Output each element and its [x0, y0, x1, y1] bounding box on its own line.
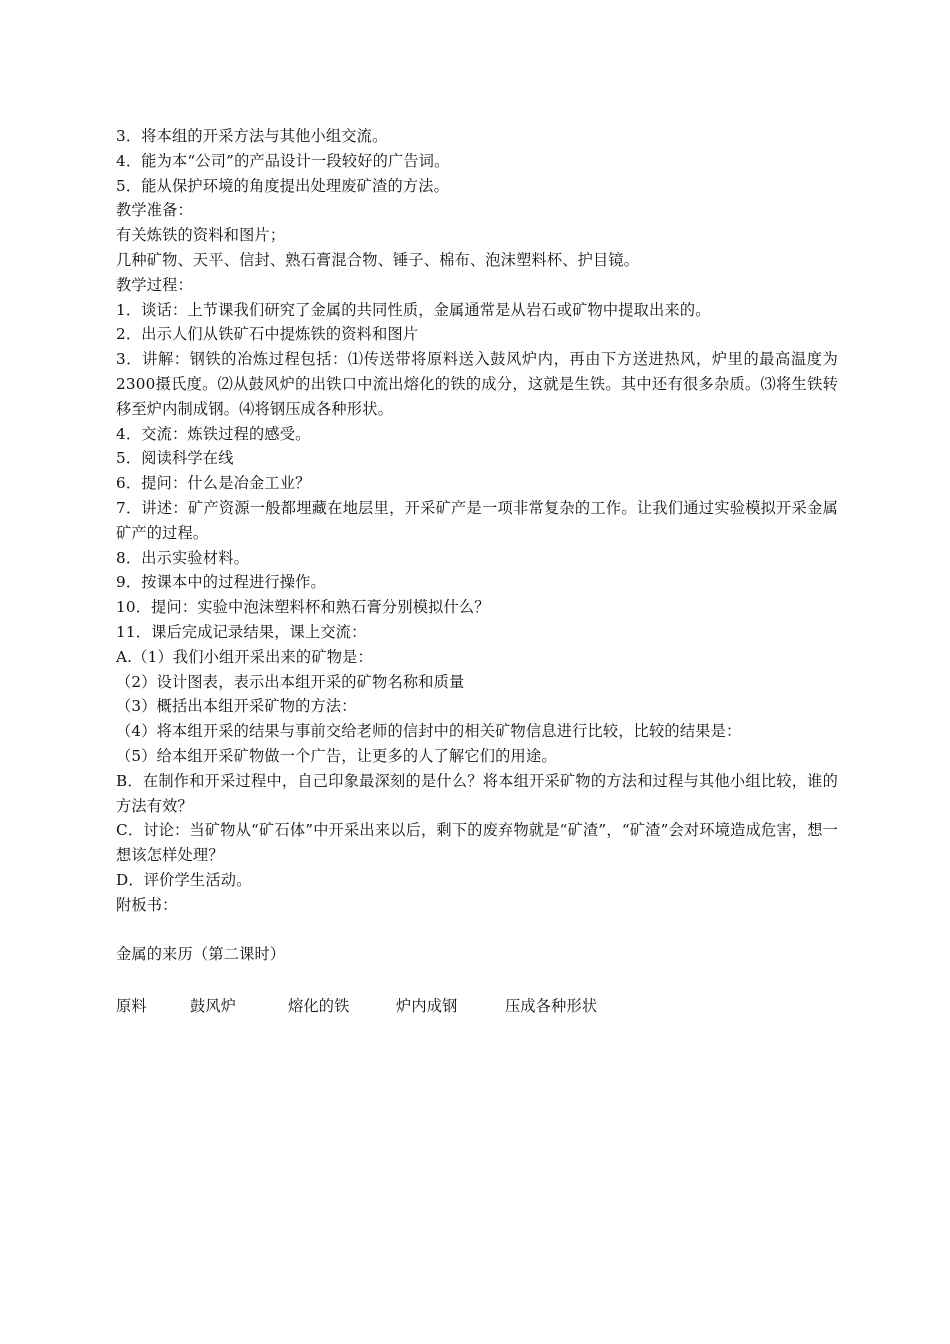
- process-step-11: 11．课后完成记录结果，课上交流：: [116, 622, 367, 641]
- board-flow: [116, 994, 838, 1019]
- sub-item-c: C．讨论：当矿物从“矿石体”中开采出来以后，剩下的废弃物就是“矿渣”，“矿渣”会对环境造成危害，想一想该怎样处理？: [116, 821, 838, 865]
- process-step-7: 7．讲述：矿产资源一般都埋藏在地层里，开采矿产是一项非常复杂的工作。让我们通过实验模拟开采金属矿产的过程。: [116, 498, 838, 542]
- sub-item-d: D．评价学生活动。: [116, 870, 252, 889]
- flow-step: 鼓风炉: [190, 997, 237, 1016]
- board-heading: 附板书：: [116, 895, 178, 914]
- process-step-8: 8．出示实验材料。: [116, 548, 249, 567]
- goal-item-3: 3．将本组的开采方法与其他小组交流。: [116, 127, 388, 145]
- process-step-6: 6．提问：什么是冶金工业？: [116, 474, 311, 493]
- preparation-item: 几种矿物、天平、信封、熟石膏混合物、锤子、棉布、泡沫塑料杯、护目镜。: [116, 250, 640, 269]
- sub-item-b: B．在制作和开采过程中，自己印象最深刻的是什么？将本组开采矿物的方法和过程与其他小组比较，谁的方法有效？: [116, 771, 838, 815]
- sub-item-a2: （2）设计图表，表示出本组开采的矿物名称和质量: [116, 672, 465, 691]
- sub-item-a5: （5）给本组开采矿物做一个广告，让更多的人了解它们的用途。: [116, 746, 557, 765]
- flow-step: 压成各种形状: [505, 997, 598, 1016]
- flow-step: 原料: [116, 997, 147, 1016]
- goal-item-5: 5．能从保护环境的角度提出处理废矿渣的方法。: [116, 176, 450, 195]
- process-step-1: 1．谈话：上节课我们研究了金属的共同性质，金属通常是从岩石或矿物中提取出来的。: [116, 300, 711, 319]
- sub-item-a1: A.（1）我们小组开采出来的矿物是：: [116, 647, 373, 666]
- sub-item-a4: （4）将本组开采的结果与事前交给老师的信封中的相关矿物信息进行比较，比较的结果是：: [116, 722, 742, 741]
- process-step-9: 9．按课本中的过程进行操作。: [116, 573, 326, 592]
- process-step-3: 3．讲解：钢铁的冶炼过程包括：⑴传送带将原料送入鼓风炉内，再由下方送进热风，炉里的最高温度为2300摄氏度。⑵从鼓风炉的出铁口中流出熔化的铁的成分，这就是生铁。其中还有很多杂质。⑶将生铁转移至炉内制成钢。⑷将钢压成各种形状。: [116, 350, 838, 418]
- process-step-2: 2．出示人们从铁矿石中提炼铁的资料和图片: [116, 325, 419, 344]
- preparation-item: 有关炼铁的资料和图片；: [116, 226, 286, 245]
- flow-step: 炉内成钢: [396, 997, 458, 1016]
- flow-step: 熔化的铁: [288, 997, 350, 1016]
- process-step-10: 10．提问：实验中泡沫塑料杯和熟石膏分别模拟什么？: [116, 598, 490, 617]
- process-heading: 教学过程：: [116, 275, 193, 294]
- sub-item-a3: （3）概括出本组开采矿物的方法：: [116, 697, 357, 716]
- goal-item-4: 4．能为本“公司”的产品设计一段较好的广告词。: [116, 151, 450, 170]
- process-step-5: 5．阅读科学在线: [116, 449, 234, 468]
- process-step-4: 4．交流：炼铁过程的感受。: [116, 424, 311, 443]
- preparation-heading: 教学准备：: [116, 201, 193, 220]
- board-title: 金属的来历（第二课时）: [116, 944, 286, 963]
- document-page: [116, 124, 838, 1019]
